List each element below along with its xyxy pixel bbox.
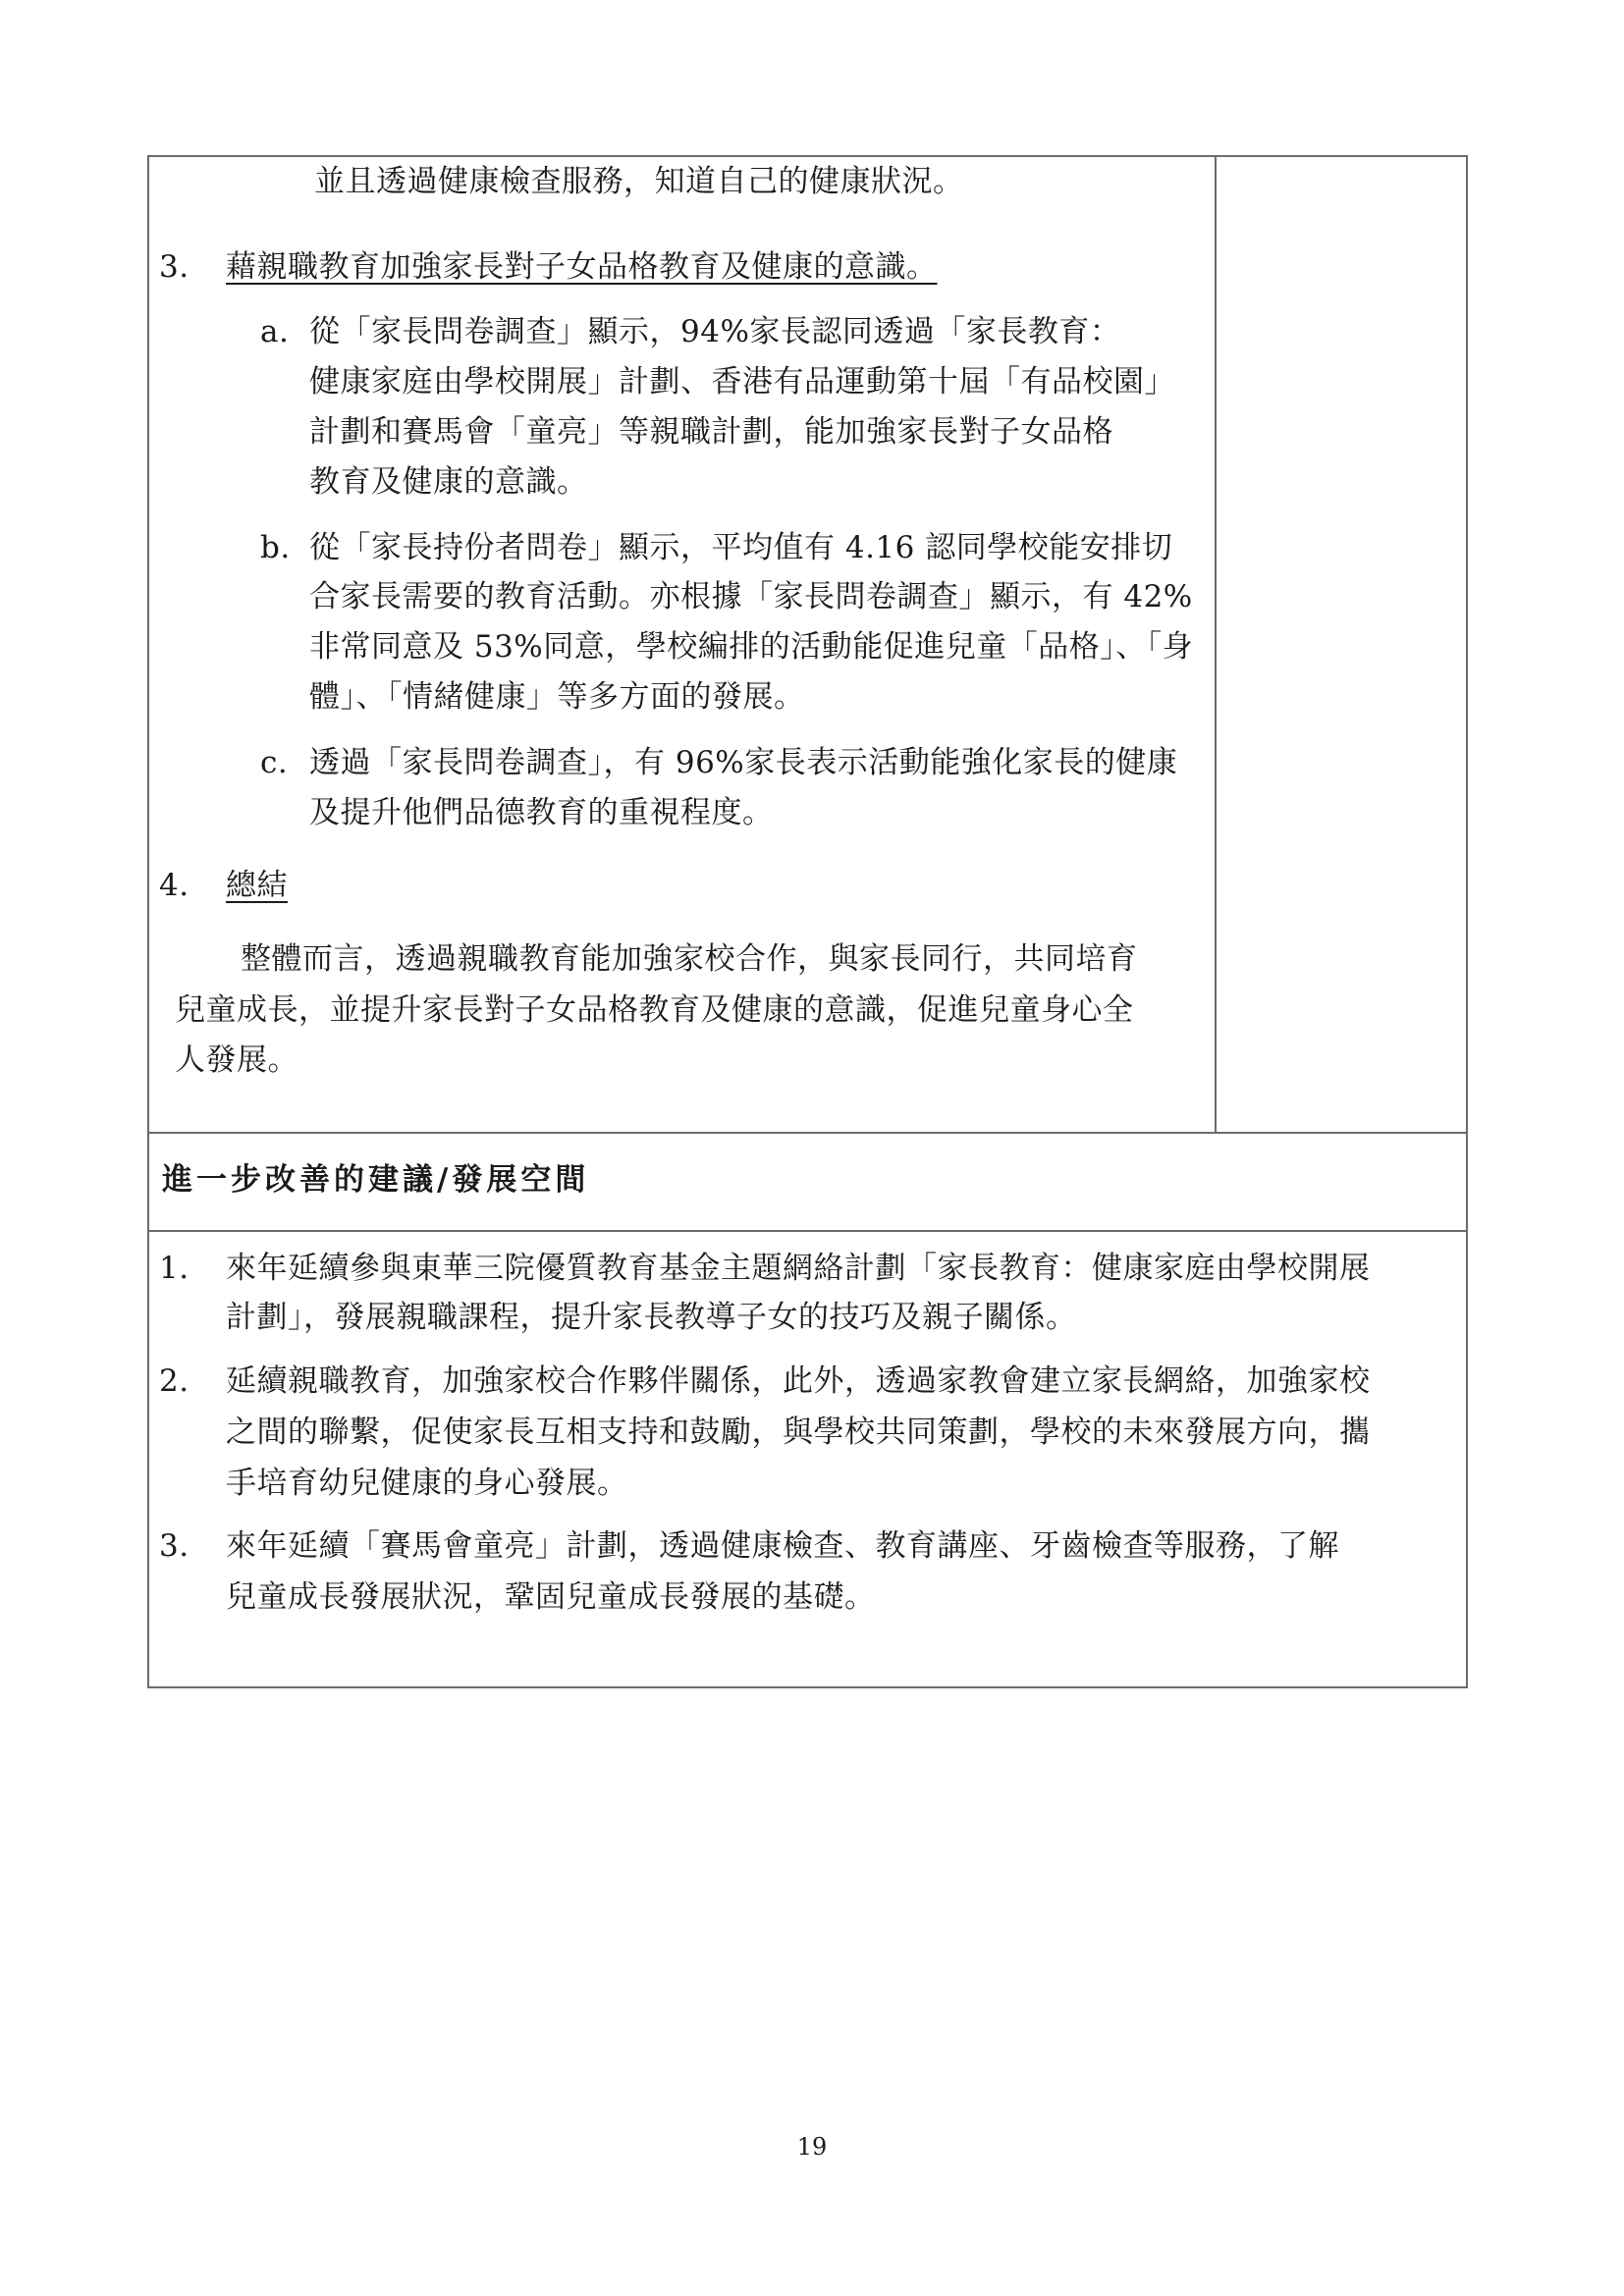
suggestion-line: 手培育幼兒健康的身心發展。 [226,1466,628,1501]
subitem-b-line: 合家長需要的教育活動。亦根據「家長問卷調查」顯示，有 42% [309,579,1193,614]
heading-divider [147,1230,1468,1232]
table-top-border [149,155,1466,157]
suggestion-3-number: 3. [159,1528,189,1564]
subitem-c-line: 透過「家長問卷調查」，有 96%家長表示活動能強化家長的健康 [309,745,1178,780]
page-number: 19 [796,2133,828,2161]
suggestion-line: 延續親職教育，加強家校合作夥伴關係，此外，透過家教會建立家長網絡，加強家校 [226,1363,1371,1399]
item-3-number: 3. [159,249,189,285]
subitem-b-line: 非常同意及 53%同意，學校編排的活動能促進兒童「品格」、「身 [309,629,1194,665]
suggestion-line: 計劃」，發展親職課程，提升家長教導子女的技巧及親子關係。 [226,1300,1077,1335]
subitem-b-line: 體」、「情緒健康」等多方面的發展。 [309,679,805,715]
suggestion-1-number: 1. [159,1251,189,1286]
item-4-title: 總結 [226,868,288,903]
conclusion-line: 兒童成長，並提升家長對子女品格教育及健康的意識，促進兒童身心全 [175,992,1134,1028]
subitem-a-line: 計劃和賽馬會「童亮」等親職計劃，能加強家長對子女品格 [309,414,1113,450]
continuation-line: 並且透過健康檢查服務，知道自己的健康狀況。 [314,164,964,199]
column-divider [1215,157,1217,1134]
subitem-b-letter: b. [260,530,291,565]
suggestion-line: 來年延續參與東華三院優質教育基金主題網絡計劃「家長教育：健康家庭由學校開展 [226,1251,1371,1286]
suggestion-line: 兒童成長發展狀況，鞏固兒童成長發展的基礎。 [226,1579,876,1615]
subitem-a-line: 從「家長問卷調查」顯示，94%家長認同透過「家長教育： [309,314,1121,349]
subitem-a-line: 健康家庭由學校開展」計劃、香港有品運動第十屆「有品校園」 [309,364,1175,400]
subitem-a-line: 教育及健康的意識。 [309,464,588,500]
suggestion-line: 之間的聯繫，促使家長互相支持和鼓勵，與學校共同策劃，學校的未來發展方向，攜 [226,1415,1371,1450]
suggestion-2-number: 2. [159,1363,189,1399]
conclusion-line: 整體而言，透過親職教育能加強家校合作，與家長同行，共同培育 [241,941,1138,977]
suggestion-line: 來年延續「賽馬會童亮」計劃，透過健康檢查、教育講座、牙齒檢查等服務，了解 [226,1528,1339,1564]
subitem-c-line: 及提升他們品德教育的重視程度。 [309,795,774,830]
subitem-c-letter: c. [260,745,289,780]
improvement-heading: 進一步改善的建議/發展空間 [162,1162,590,1198]
item-4-number: 4. [159,868,189,903]
subitem-b-line: 從「家長持份者問卷」顯示，平均值有 4.16 認同學校能安排切 [309,530,1173,565]
item-3-title: 藉親職教育加強家長對子女品格教育及健康的意識。 [226,249,938,285]
subitem-a-letter: a. [260,314,290,349]
conclusion-line: 人發展。 [175,1042,298,1078]
